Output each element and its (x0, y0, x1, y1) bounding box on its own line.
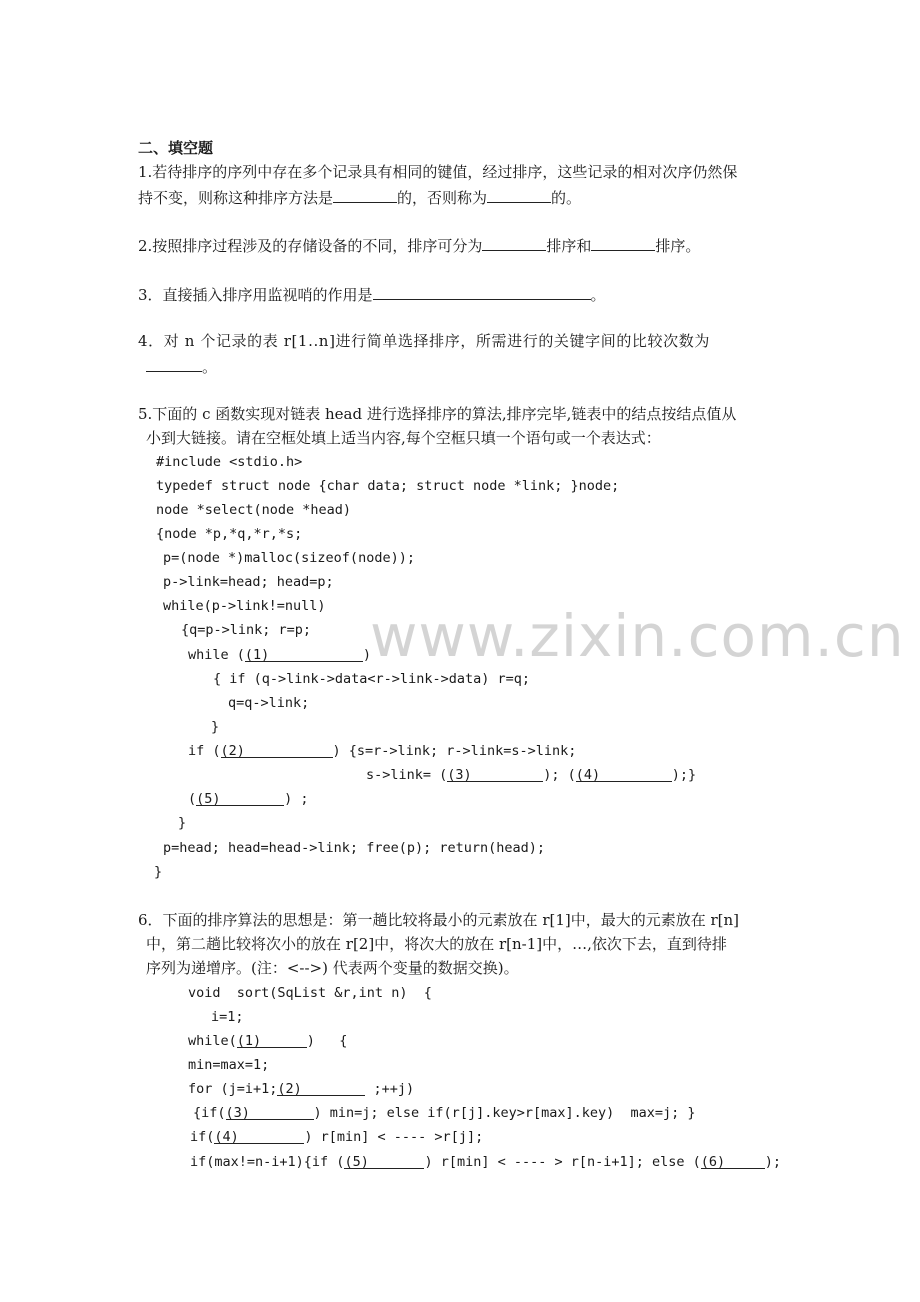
q2-line: 2.按照排序过程涉及的存储设备的不同，排序可分为 排序和 排序。 (138, 234, 700, 256)
code-line: if(max!=n-i+1){if ((5) ) r[min] < ---- > r[n-i+1]; else ((6) ); (190, 1154, 782, 1170)
code-line: p=(node *)malloc(sizeof(node)); (163, 550, 415, 566)
q4-line1: 4．对 n 个记录的表 r[1..n]进行简单选择排序，所需进行的关键字间的比较次数为 (138, 332, 710, 350)
code-line: } (154, 864, 163, 880)
blank (591, 234, 655, 251)
code-line: if((4) ) r[min] < ---- >r[j]; (190, 1129, 484, 1145)
blank: (3) (447, 765, 543, 782)
code-line: ((5) ) ; (188, 791, 309, 807)
code-line: p->link=head; head=p; (163, 574, 334, 590)
watermark: www.zixin.com.cn (370, 602, 905, 670)
q1-line1: 1.若待排序的序列中存在多个记录具有相同的键值，经过排序，这些记录的相对次序仍然保 (138, 163, 738, 181)
code-line: while(p->link!=null) (163, 598, 326, 614)
q1-line2: 持不变，则称这种排序方法是 的，否则称为 的。 (138, 186, 581, 208)
blank (373, 283, 591, 300)
blank: (1) (237, 1031, 307, 1048)
q5-line2: 小到大链接。请在空框处填上适当内容,每个空框只填一个语句或一个表达式： (146, 429, 661, 447)
blank: (2) (221, 741, 333, 758)
code-line: typedef struct node {char data; struct node *link; }node; (156, 478, 620, 494)
blank (482, 234, 546, 251)
code-line: {q=p->link; r=p; (181, 622, 312, 638)
code-line: q=q->link; (228, 695, 310, 711)
code-line: #include <stdio.h> (156, 454, 303, 470)
code-line: { if (q->link->data<r->link->data) r=q; (213, 671, 530, 687)
code-line: while ((1) ) (188, 647, 372, 663)
blank (146, 355, 202, 372)
code-line: {if((3) ) min=j; else if(r[j].key>r[max].key) max=j; } (193, 1105, 696, 1121)
q4-line2: 。 (146, 355, 217, 377)
q6-line3: 序列为递增序。(注：<-->) 代表两个变量的数据交换)。 (146, 959, 519, 977)
q5-line1: 5.下面的 c 函数实现对链表 head 进行选择排序的算法,排序完毕,链表中的结点按结点值从 (138, 405, 737, 423)
blank: (1) (245, 645, 363, 662)
code-line: while((1) ) { (188, 1033, 348, 1049)
blank: (4) (214, 1127, 304, 1144)
blank: (3) (226, 1103, 314, 1120)
code-line: s->link= ((3) ); ((4) );} (366, 767, 697, 783)
code-line: node *select(node *head) (156, 502, 352, 518)
code-line: for (j=i+1;(2) ;++j) (188, 1081, 415, 1097)
section-title: 二、填空题 (138, 139, 214, 157)
q6-line1: 6．下面的排序算法的思想是：第一趟比较将最小的元素放在 r[1]中，最大的元素放在 r[n] (138, 911, 740, 929)
code-line: i=1; (211, 1009, 244, 1025)
q3-line: 3．直接插入排序用监视哨的作用是 。 (138, 283, 606, 305)
blank: (5) (196, 789, 284, 806)
code-line: } (178, 815, 187, 831)
blank: (4) (576, 765, 672, 782)
code-line: } (211, 719, 220, 735)
blank (487, 186, 551, 203)
q6-line2: 中，第二趟比较将次小的放在 r[2]中，将次大的放在 r[n-1]中，…,依次下去，直到待排 (146, 935, 727, 953)
code-line: p=head; head=head->link; free(p); return(head); (163, 840, 546, 856)
code-line: if ((2) ) {s=r->link; r->link=s->link; (188, 743, 577, 759)
code-line: {node *p,*q,*r,*s; (156, 526, 303, 542)
blank: (5) (344, 1152, 424, 1169)
blank (333, 186, 397, 203)
code-line: void sort(SqList &r,int n) { (188, 985, 432, 1001)
code-line: min=max=1; (188, 1057, 270, 1073)
blank: (2) (277, 1079, 365, 1096)
blank: (6) (701, 1152, 765, 1169)
